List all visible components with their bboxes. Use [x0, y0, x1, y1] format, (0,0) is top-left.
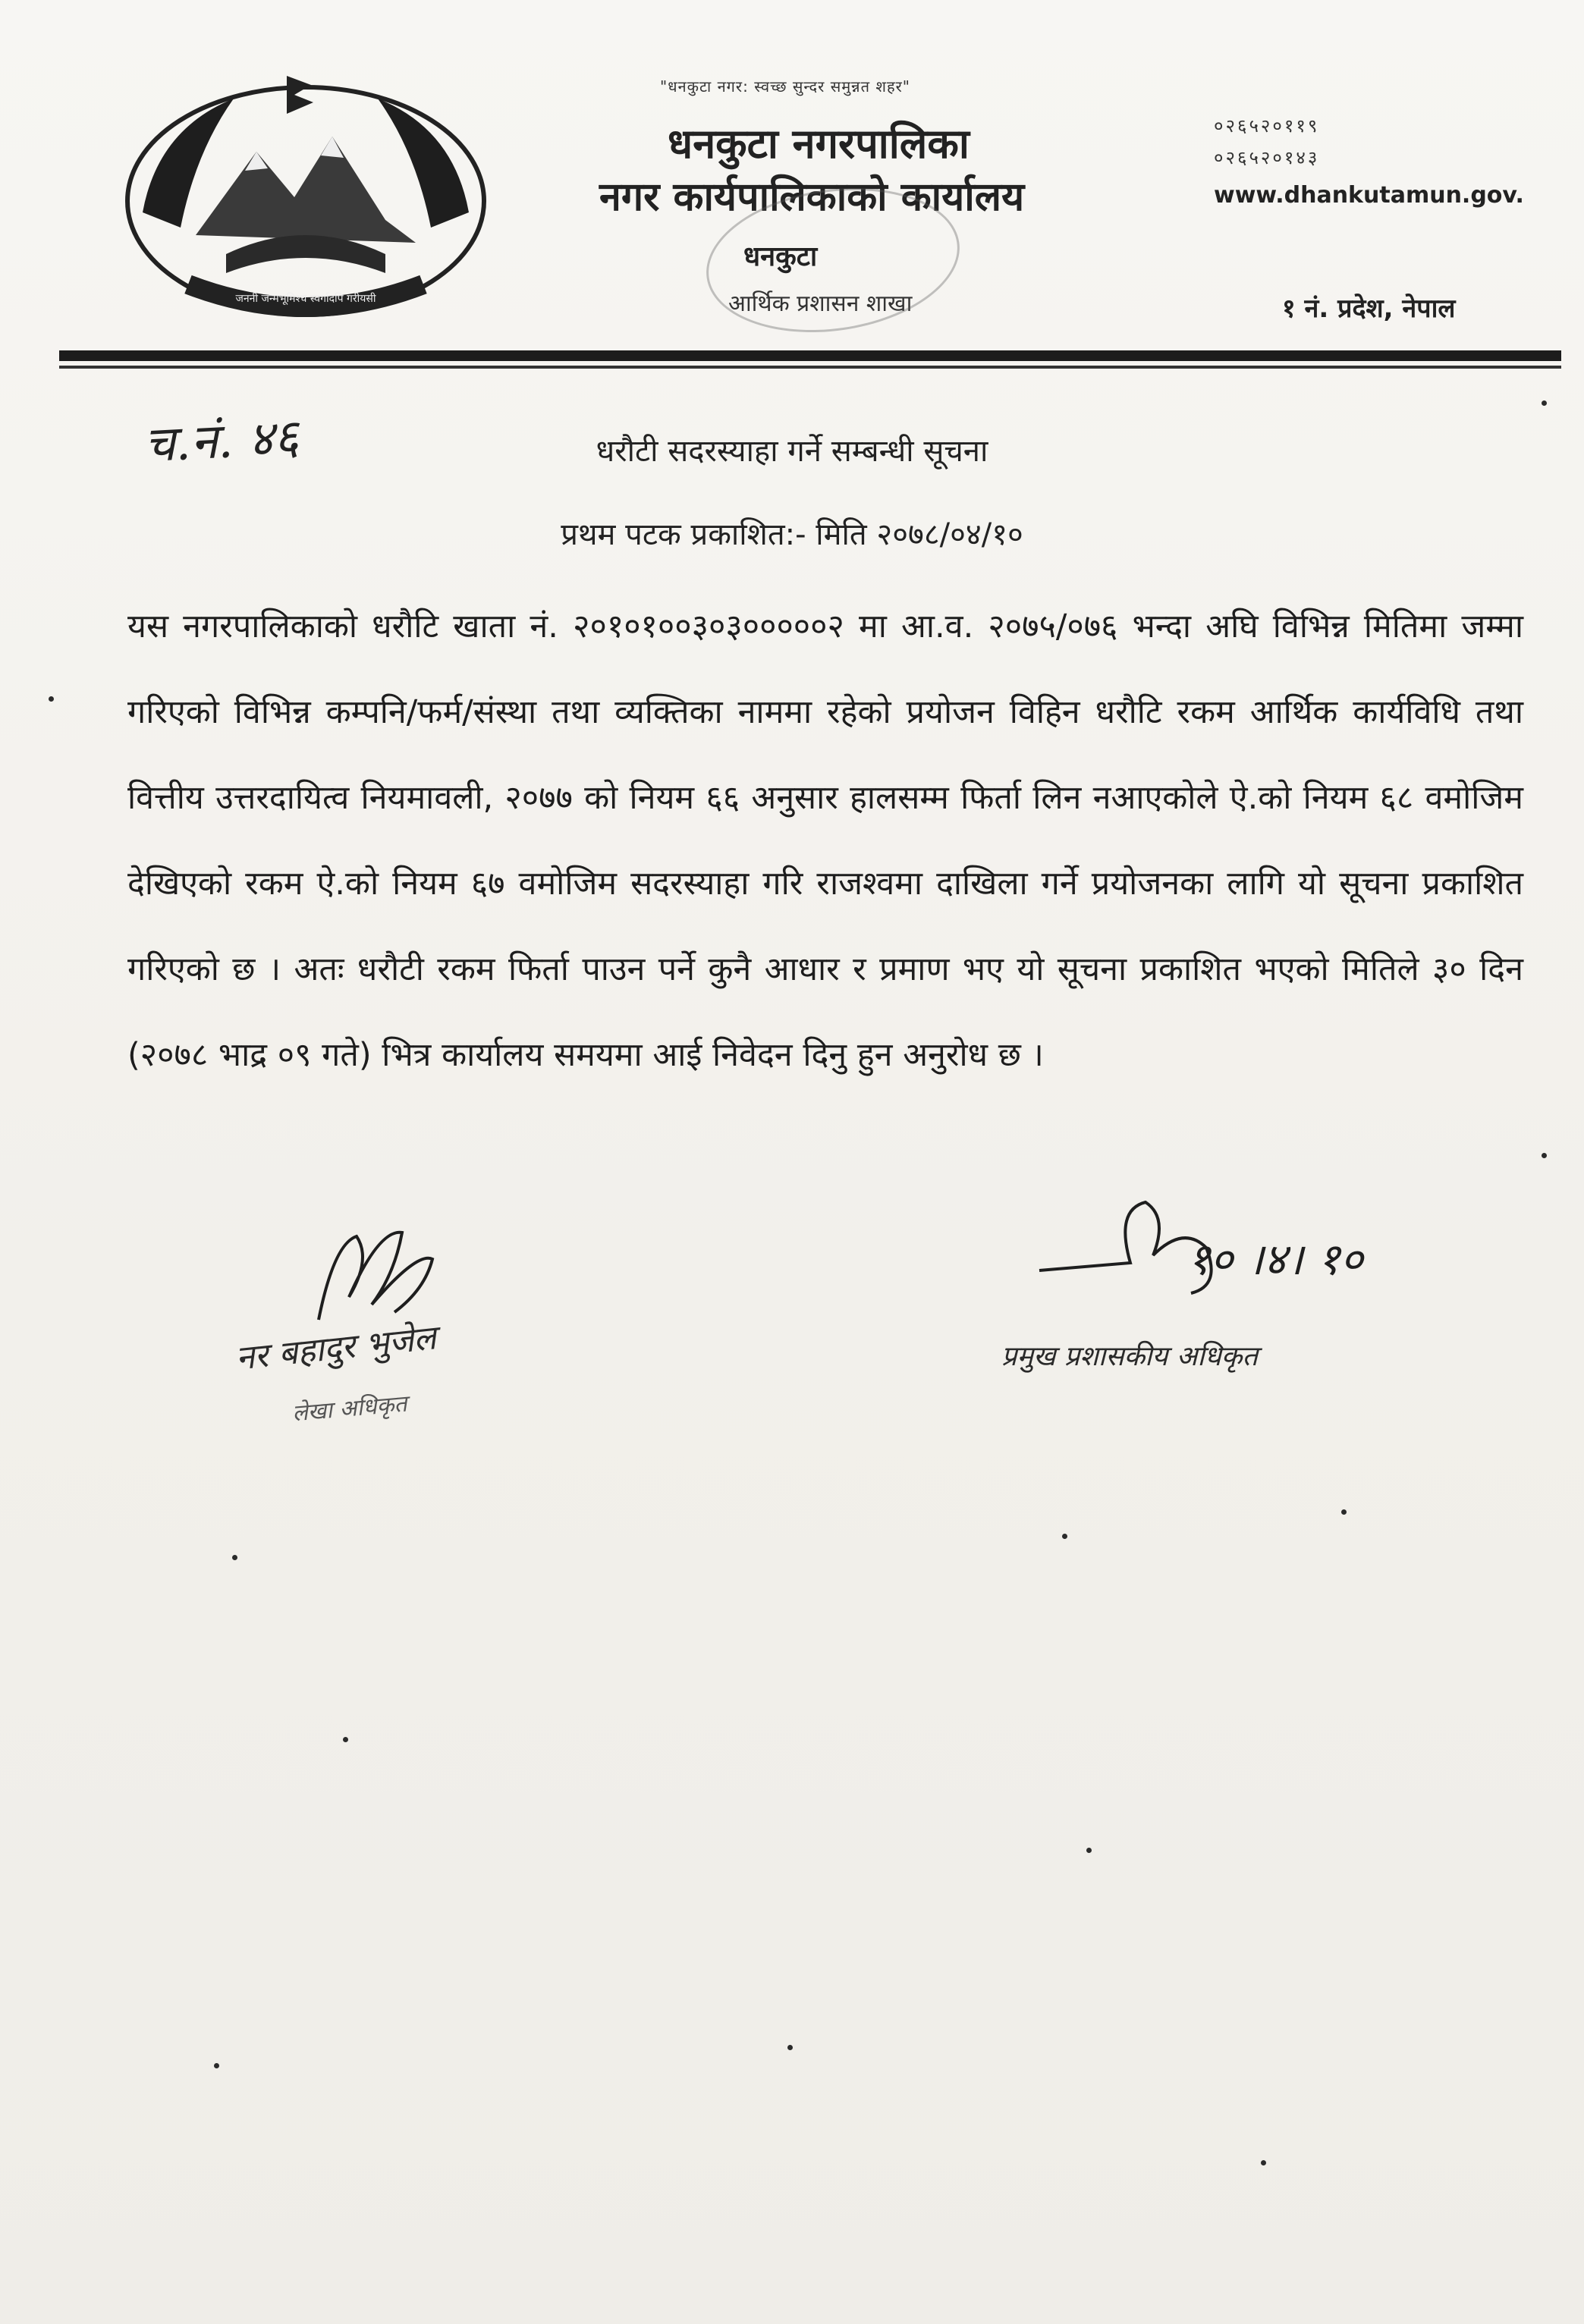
svg-text:जननी जन्मभूमिश्च स्वर्गादपि गर: जननी जन्मभूमिश्च स्वर्गादपि गरीयसी	[235, 293, 376, 305]
nepal-government-emblem-icon	[112, 68, 499, 326]
office-province: १ नं. प्रदेश, नेपाल	[1282, 294, 1456, 324]
notice-body: यस नगरपालिकाको धरौटि खाता नं. २०१०१००३०३०००००२ मा आ.व. २०७५/०७६ भन्दा अघि विभिन्न मितिमा जम्मा गरिएको विभिन्न कम्पनि/फर्म/संस्था तथा व्यक्तिका नाममा रहेको प्रयोजन विहिन धरौटि रकम आर्थिक कार्यविधि तथा वित्तीय उत्तरदायित्व नियमावली, २०७७ को नियम ६६ अनुसार हालसम्म फिर्ता लिन नआएकोले ऐ.को नियम ६८ वमोजिम देखिएको रकम ऐ.को नियम ६७ वमोजिम सदरस्याहा गरि राजश्वमा दाखिला गर्ने प्रयोजनका लागि यो सूचना प्रकाशित गरिएको छ । अतः धरौटी रकम फिर्ता पाउन पर्ने कुनै आधार र प्रमाण भए यो सूचना प्रकाशित भएको मितिले ३० दिन (२०७८ भाद्र ०९ गते) भित्र कार्यालय समयमा आई निवेदन दिनु हुन अनुरोध छ ।	[127, 608, 1523, 1074]
ink-speck	[343, 1737, 348, 1742]
ink-speck	[1542, 400, 1547, 406]
ink-speck	[1086, 1848, 1092, 1853]
ink-speck	[1261, 2160, 1266, 2165]
ink-speck	[1341, 1509, 1347, 1515]
header-rule-thin	[59, 366, 1561, 369]
right-signature-icon	[1032, 1179, 1363, 1324]
left-signatory-name: नर बहादुर भुजेल	[234, 1318, 438, 1378]
ink-speck	[787, 2045, 793, 2050]
phone-number: ०२६५२०१४३	[1214, 147, 1320, 168]
office-subtitle: नगर कार्यपालिकाको कार्यालय	[599, 174, 1025, 220]
phone-number: ०२६५२०११९	[1214, 115, 1320, 137]
ink-speck	[49, 696, 54, 702]
office-website: www.dhankutamun.gov.	[1214, 182, 1524, 209]
right-signatory-title: प्रमुख प्रशासकीय अधिकृत	[1001, 1341, 1258, 1372]
stamp-text: आर्थिक प्रशासन शाखा	[728, 290, 913, 317]
office-city: धनकुटा	[743, 241, 818, 272]
notice-title: धरौटी सदरस्याहा गर्ने सम्बन्धी सूचना	[596, 434, 988, 469]
left-signatory-title: लेखा अधिकृत	[291, 1390, 408, 1427]
ink-speck	[232, 1555, 237, 1560]
office-motto: "धनकुटा नगर: स्वच्छ सुन्दर समुन्नत शहर"	[660, 77, 910, 96]
header-rule	[59, 350, 1561, 361]
ink-speck	[1062, 1534, 1067, 1539]
notice-subtitle: प्रथम पटक प्रकाशित:- मिति २०७८/०४/१०	[561, 517, 1023, 552]
phone-numbers	[1214, 110, 1319, 174]
reference-number: च.नं. ४६	[143, 409, 300, 474]
office-name: धनकुटा नगरपालिका	[668, 120, 970, 168]
signature-date: १० ।४। १०	[1187, 1233, 1363, 1285]
ink-speck	[1542, 1153, 1547, 1158]
ink-speck	[214, 2063, 219, 2068]
